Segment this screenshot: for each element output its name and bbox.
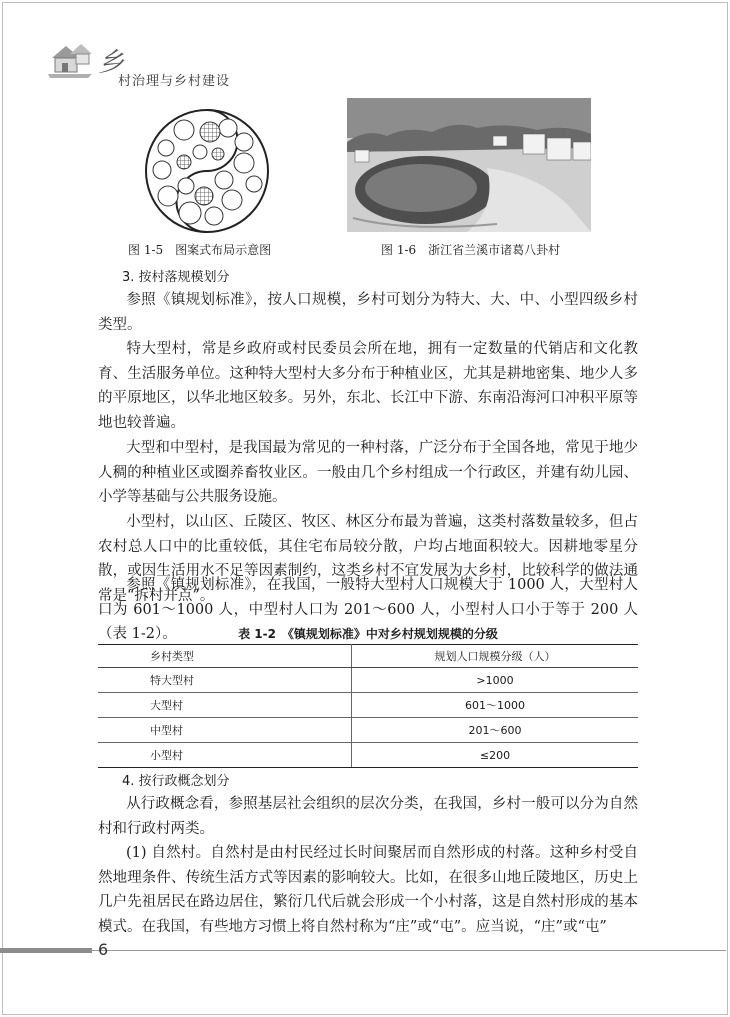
footer-rule bbox=[92, 950, 726, 951]
section-3-paragraph-4: 小型村，以山区、丘陵区、牧区、林区分布最为普遍，这类村落数量较多，但占农村总人口中的比重较低，其住宅布局较分散，户均占地面积较大。因耕地零星分散，或因生活用水不足等因素制约，这类乡村不宜发展为大乡村，比较科学的做法通常是“拆村并点”。 bbox=[98, 514, 638, 604]
section-3-paragraph-2: 特大型村，常是乡政府或村民委员会所在地，拥有一定数量的代销店和文化教育、生活服务单位。这种特大型村大多分布于种植业区，尤其是耕地密集、地少人多的平原地区，以华北地区较多。另外，东北、长江中下游、东南沿海河口冲积平原等地也较普遍。 bbox=[98, 341, 638, 431]
table-row bbox=[98, 743, 638, 768]
section-3-title: 3. 按村落规模划分 bbox=[122, 270, 230, 285]
section-4-paragraph-1: 从行政概念看，参照基层社会组织的层次分类，在我国，乡村一般可以分为自然村和行政村两类。 bbox=[98, 796, 638, 837]
village-pond-photo bbox=[347, 98, 591, 232]
village-scale-table bbox=[98, 644, 638, 768]
yin-yang-pattern-layout-diagram bbox=[144, 108, 270, 234]
table-cell-population: ≤200 bbox=[352, 743, 639, 768]
table-cell-population: 601～1000 bbox=[352, 693, 639, 718]
figure-1-5-caption: 图 1-5 图案式布局示意图 bbox=[128, 243, 272, 257]
table-cell-population: 201～600 bbox=[352, 718, 639, 743]
table-cell-type: 大型村 bbox=[98, 693, 352, 718]
section-3-paragraph-5: 参照《镇规划标准》，在我国，一般特大型村人口规模大于 1000 人，大型村人口为 601～1000 人，中型村人口为 201～600 人，小型村人口小于等于 200 人（表 1-2）。 bbox=[98, 577, 638, 643]
section-3-paragraph-1: 参照《镇规划标准》，按人口规模，乡村可划分为特大、大、中、小型四级乡村类型。 bbox=[98, 292, 638, 333]
table-row bbox=[98, 668, 638, 693]
table-row bbox=[98, 718, 638, 743]
header-book-char: 乡 bbox=[98, 48, 125, 78]
table-cell-type: 中型村 bbox=[98, 718, 352, 743]
table-header-type: 乡村类型 bbox=[98, 645, 352, 668]
running-header bbox=[48, 38, 268, 88]
table-1-2-title: 表 1-2 《镇规划标准》中对乡村规划规模的分级 bbox=[238, 627, 498, 641]
table-cell-type: 特大型村 bbox=[98, 668, 352, 693]
section-3-paragraph-3: 大型和中型村，是我国最为常见的一种村落，广泛分布于全国各地，常见于地少人稠的种植业区或圈养畜牧业区。一般由几个乡村组成一个行政区，并建有幼儿园、小学等基础与公共服务设施。 bbox=[98, 440, 638, 506]
table-header-population: 规划人口规模分级（人） bbox=[352, 645, 639, 668]
table-cell-population: >1000 bbox=[352, 668, 639, 693]
section-4-paragraph-2: (1) 自然村。自然村是由村民经过长时间聚居而自然形成的村落。这种乡村受自然地理条件、传统生活方式等因素的影响较大。比如，在很多山地丘陵地区，历史上几户先祖居民在路边居住，繁衍几代后就会形成一个小村落，这是自然村形成的基本模式。在我国，有些地方习惯上将自然村称为“庄”或“屯”。应当说，“庄”或“屯” bbox=[98, 845, 638, 935]
section-4-title: 4. 按行政概念划分 bbox=[122, 774, 230, 789]
page-number: 6 bbox=[98, 940, 109, 959]
table-header-row bbox=[98, 645, 638, 668]
figure-1-6-caption: 图 1-6 浙江省兰溪市诸葛八卦村 bbox=[381, 243, 561, 257]
village-house-icon bbox=[48, 38, 92, 78]
table-cell-type: 小型村 bbox=[98, 743, 352, 768]
footer-bar bbox=[0, 948, 92, 953]
table-row bbox=[98, 693, 638, 718]
header-book-title: 村治理与乡村建设 bbox=[118, 74, 231, 89]
